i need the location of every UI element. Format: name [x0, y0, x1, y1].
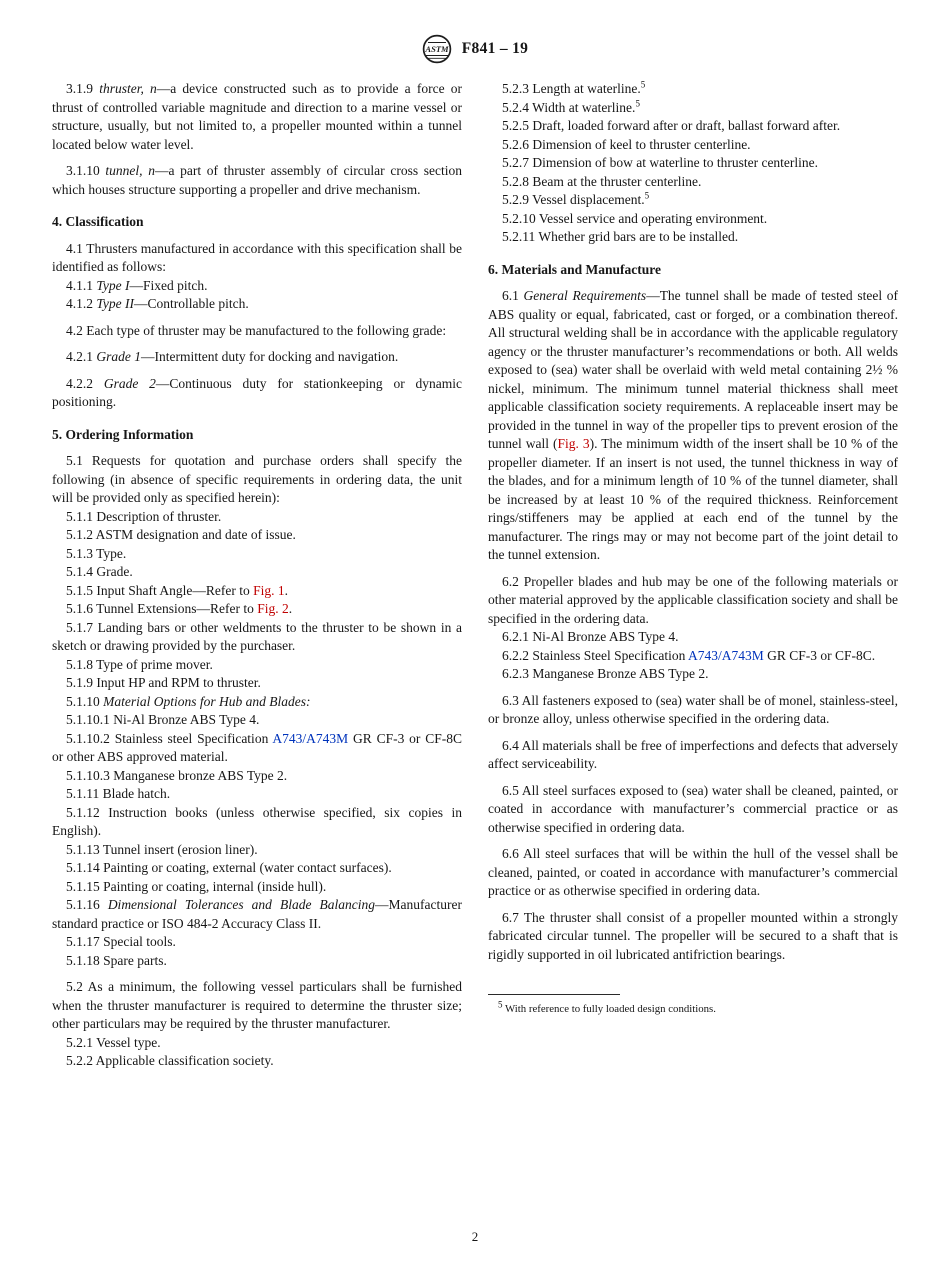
text-run: 5.2.5 Draft, loaded forward after or draft, ballast forward after. — [502, 118, 841, 133]
figure-reference-link[interactable]: Fig. 2 — [257, 601, 289, 616]
text-run: 5.1.12 Instruction books (unless otherwise specified, six copies in English). — [52, 804, 462, 838]
paragraph — [52, 240, 462, 277]
text-run: 4.1.1 — [66, 277, 97, 293]
paragraph — [488, 287, 898, 565]
text-run: 5.2.10 Vessel service and operating environment. — [502, 210, 768, 226]
text-run: 4.2.1 — [66, 349, 97, 364]
paragraph — [52, 711, 462, 730]
page-footer — [52, 1218, 898, 1247]
text-run: 5.2.2 Applicable classification society. — [66, 1053, 274, 1068]
text-run: 5.1.2 ASTM designation and date of issue. — [66, 527, 296, 542]
text-run: —Continuous duty for stationkeeping or dynamic positioning. — [52, 375, 463, 409]
text-run: 4.1.2 — [66, 296, 97, 311]
paragraph — [488, 573, 898, 629]
document-title: F841 – 19 — [461, 39, 529, 57]
text-run: 4.2 Each type of thruster may be manufactured to the following grade: — [66, 322, 447, 338]
page-number: 2 — [471, 1228, 479, 1244]
paragraph — [52, 508, 462, 527]
text-run: 6.6 All steel surfaces that will be within the hull of the vessel shall be cleaned, painted, or coated in accordance with manufacturer’s commercial practice or as otherwise specified in ordering data. — [488, 846, 898, 898]
paragraph — [52, 933, 462, 952]
paragraph — [52, 295, 462, 314]
text-run: 6.7 The thruster shall consist of a propeller mounted within a strongly fabricated circular tunnel. The propeller will be secured to a shaft that is rigidly supported in oil lubricated antifriction bearings. — [488, 909, 898, 962]
text-run: 5.1.18 Spare parts. — [66, 952, 167, 968]
text-run: 4.2.2 — [66, 375, 104, 391]
text-run: 4.1 Thrusters manufactured in accordance with this specification shall be identified as follows: — [52, 240, 462, 274]
figure-reference-link[interactable]: Fig. 3 — [557, 436, 590, 451]
text-run: GR CF-3 or CF-8C. — [763, 647, 876, 663]
text-run: Type II — [96, 296, 134, 311]
text-run: Material Options for Hub and Blades: — [103, 693, 311, 709]
paragraph — [52, 674, 462, 693]
footnote-divider — [488, 994, 620, 995]
text-run: 5.2.4 Width at waterline. — [502, 99, 636, 115]
paragraph — [52, 1034, 462, 1053]
text-run: 5.1.17 Special tools. — [66, 934, 176, 949]
text-run: 5.2.3 Length at waterline. — [502, 81, 641, 96]
text-run: 5.2.8 Beam at the thruster centerline. — [502, 173, 702, 189]
footnote-text — [488, 999, 898, 1016]
paragraph — [488, 782, 898, 838]
text-run: 5.1.6 Tunnel Extensions—Refer to — [66, 601, 258, 616]
text-run: 5.1.15 Painting or coating, internal (inside hull). — [66, 878, 327, 894]
section-heading: 6. Materials and Manufacture — [488, 261, 661, 277]
text-run: ). The minimum width of the insert shall be 10 % of the propeller diameter. If an insert is not used, the tunnel thickness in way of the blades, and for a minimum length of 10 % of the tunnel diameter, shall be increased by at least 10 % of the required thickness. Reinforcement rings/stiffeners may be applied at each end of the tunnel by the manufacturer. The rings may or may not become part of the joint detail to the tunnel extension. — [488, 436, 899, 562]
text-run: 6.2.3 Manganese Bronze ABS Type 2. — [502, 666, 709, 681]
left-column — [52, 80, 462, 1071]
text-run: 5.2.11 Whether grid bars are to be installed. — [502, 229, 739, 244]
text-run: —Controllable pitch. — [133, 296, 249, 311]
paragraph — [52, 896, 462, 933]
document-body — [52, 80, 898, 1218]
paragraph — [52, 563, 462, 582]
text-run: —Intermittent duty for docking and navigation. — [141, 349, 399, 364]
text-run: 5.2.9 Vessel displacement. — [502, 192, 645, 207]
text-run: —Manufacturer standard practice or ISO 484-2 Accuracy Class II. — [52, 897, 462, 931]
text-run: 5.1.8 Type of prime mover. — [66, 656, 213, 672]
paragraph — [52, 730, 462, 767]
paragraph — [52, 952, 462, 971]
text-run: 5.1.16 — [66, 897, 108, 912]
text-run: General Requirements — [523, 288, 647, 303]
text-run: Grade 1 — [96, 349, 141, 364]
paragraph — [488, 99, 898, 118]
text-run: 5.1.5 Input Shaft Angle—Refer to — [66, 582, 254, 598]
astm-logo-icon — [422, 34, 452, 64]
text-run: thruster, n — [99, 81, 157, 96]
text-run: 6.3 All fasteners exposed to (sea) water shall be of monel, stainless-steel, or bronze alloy, unless otherwise specified in the ordering data. — [488, 692, 898, 726]
paragraph — [52, 841, 462, 860]
text-run: 5.1.10 — [66, 693, 104, 709]
page-header — [52, 34, 898, 64]
footnote-marker: 5 — [635, 98, 640, 108]
specification-link[interactable]: A743/A743M — [687, 647, 764, 663]
text-run: Type I — [96, 277, 130, 293]
paragraph — [488, 173, 898, 192]
text-run: 5.1.1 Description of thruster. — [66, 508, 222, 524]
section-heading: 4. Classification — [52, 214, 144, 229]
paragraph — [488, 909, 898, 965]
text-run: —a part of thruster assembly of circular cross section which houses structure supporting a propeller and drive mechanism. — [52, 163, 462, 197]
text-run: 5.1.9 Input HP and RPM to thruster. — [66, 675, 261, 690]
text-run: GR CF-3 or CF-8C or other ABS approved material. — [52, 730, 462, 764]
paragraph — [52, 978, 462, 1034]
text-run: —Fixed pitch. — [129, 277, 208, 293]
paragraph — [52, 526, 462, 545]
right-column — [488, 80, 898, 1016]
text-run: . — [288, 601, 293, 616]
paragraph — [52, 322, 462, 341]
text-run: 6.5 All steel surfaces exposed to (sea) water shall be cleaned, painted, or coated in accordance with manufacturer’s commercial practice or as otherwise specified in ordering data. — [488, 782, 898, 835]
footnote-marker: 5 — [640, 79, 646, 90]
text-run: 5.1.4 Grade. — [66, 564, 133, 579]
paragraph — [488, 191, 898, 210]
paragraph — [52, 452, 462, 508]
section-heading: 5. Ordering Information — [52, 426, 194, 442]
text-run: —a device constructed such as to provide a force or thrust of controlled variable magnitude and direction to a marine vessel or structure, usually, but not limited to, a propeller mounted within a tunnel located below water level. — [52, 81, 462, 152]
paragraph — [488, 737, 898, 774]
paragraph — [52, 277, 462, 296]
paragraph — [52, 619, 462, 656]
text-run: 5.2.7 Dimension of bow at waterline to thruster centerline. — [502, 155, 819, 170]
paragraph — [488, 154, 898, 173]
paragraph — [488, 665, 898, 684]
text-run: Grade 2 — [103, 375, 156, 391]
paragraph — [52, 1052, 462, 1071]
figure-reference-link[interactable]: Fig. 1 — [253, 582, 285, 598]
paragraph — [52, 80, 462, 154]
text-run: 5.1.7 Landing bars or other weldments to the thruster to be shown in a sketch or drawing provided by the purchaser. — [52, 619, 462, 653]
footnote-marker: 5 — [644, 190, 650, 201]
svg-text:ASTM: ASTM — [425, 44, 449, 54]
paragraph — [52, 600, 462, 619]
paragraph — [52, 804, 462, 841]
paragraph — [52, 693, 462, 712]
paragraph — [488, 117, 898, 136]
paragraph — [52, 348, 462, 367]
text-run: —The tunnel shall be made of tested steel of ABS quality or equal, fabricated, cast or forged, or a combination thereof. All structural welding shall be in accordance with the applicable regulatory agency or the thruster manufacturer’s recommendations or both. All welds exposed to (sea) water shall be overlaid with weld metal containing 2½ % nickel, minimum. The minimum tunnel material thickness shall meet applicable classification society requirements. A replaceable insert may be provided in the tunnel in way of the propeller tips to prevent erosion of the tunnel wall ( — [488, 288, 898, 451]
paragraph — [488, 228, 898, 247]
text-run: With reference to fully loaded design conditions. — [502, 1003, 716, 1015]
text-run: 6.1 — [502, 288, 524, 303]
text-run: tunnel, n — [105, 163, 155, 178]
paragraph — [488, 647, 898, 666]
paragraph — [488, 80, 898, 99]
paragraph — [52, 162, 462, 199]
text-run: 5.1.10.2 Stainless steel Specification — [66, 730, 273, 746]
paragraph — [52, 582, 462, 601]
paragraph — [488, 210, 898, 229]
specification-link[interactable]: A743/A743M — [272, 730, 349, 746]
paragraph — [488, 692, 898, 729]
text-run: 5.1.13 Tunnel insert (erosion liner). — [66, 841, 258, 857]
text-run: 6.2.2 Stainless Steel Specification — [502, 647, 688, 663]
text-run: Dimensional Tolerances and Blade Balancing — [107, 897, 376, 912]
text-run: 3.1.10 — [66, 163, 106, 178]
paragraph — [52, 878, 462, 897]
text-run: 5.1.11 Blade hatch. — [66, 786, 171, 801]
paragraph — [52, 656, 462, 675]
text-run: 6.4 All materials shall be free of imperfections and defects that adversely affect serviceability. — [488, 737, 898, 771]
text-run: 5.1.10.1 Ni-Al Bronze ABS Type 4. — [66, 712, 260, 727]
text-run: 5.1.14 Painting or coating, external (water contact surfaces). — [66, 860, 392, 875]
paragraph — [488, 628, 898, 647]
paragraph — [52, 785, 462, 804]
text-run: 5.2 As a minimum, the following vessel particulars shall be furnished when the thruster manufacturer is required to determine the thruster size; other particulars may be required by the thruster manufacturer. — [52, 979, 462, 1031]
text-run: 6.2 Propeller blades and hub may be one of the following materials or other material approved by the applicable classification society and shall be specified in the ordering data. — [488, 573, 898, 626]
paragraph — [52, 375, 462, 412]
paragraph — [488, 136, 898, 155]
text-run: 3.1.9 — [66, 81, 100, 96]
text-run: 5.1.10.3 Manganese bronze ABS Type 2. — [66, 767, 288, 783]
text-run: . — [284, 582, 288, 598]
text-run: 5.1.3 Type. — [66, 545, 127, 561]
text-run: 5.1 Requests for quotation and purchase orders shall specify the following (in absence of specific requirements in ordering data, the unit will be provided only as specified herein): — [52, 453, 462, 505]
text-run: 6.2.1 Ni-Al Bronze ABS Type 4. — [502, 629, 679, 644]
text-run: 5.2.6 Dimension of keel to thruster centerline. — [502, 136, 751, 152]
footnote-marker: 5 — [498, 999, 503, 1010]
paragraph — [52, 545, 462, 564]
paragraph — [52, 767, 462, 786]
paragraph — [488, 845, 898, 901]
paragraph — [52, 859, 462, 878]
text-run: 5.2.1 Vessel type. — [66, 1034, 161, 1050]
